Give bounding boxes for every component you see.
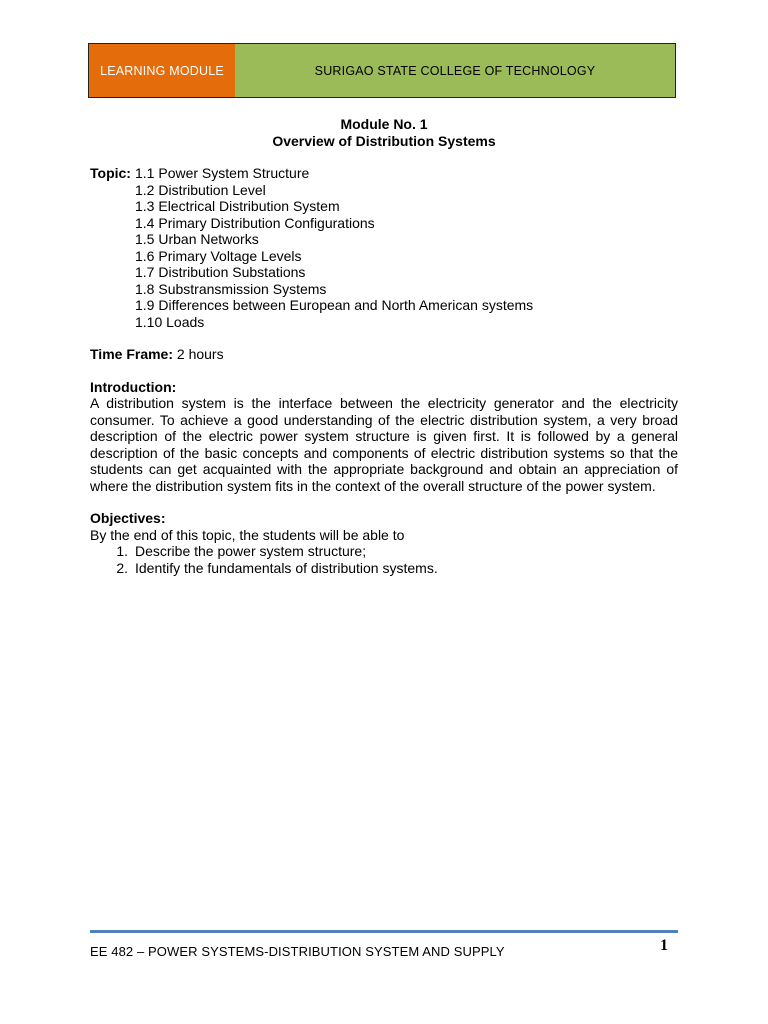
objective-text: Identify the fundamentals of distribution systems. <box>135 559 438 576</box>
topic-item: 1.3 Electrical Distribution System <box>135 198 340 214</box>
module-number: Module No. 1 <box>340 116 428 132</box>
college-name-label: SURIGAO STATE COLLEGE OF TECHNOLOGY <box>235 44 675 97</box>
topic-item: 1.2 Distribution Level <box>135 181 266 198</box>
page-number: 1 <box>660 937 668 954</box>
time-frame-section <box>90 346 678 363</box>
objective-text: Describe the power system structure; <box>135 543 367 559</box>
topic-item: 1.10 Loads <box>135 313 205 330</box>
time-frame-value: 2 hours <box>176 346 224 362</box>
introduction-label: Introduction: <box>90 378 177 395</box>
module-title: Overview of Distribution Systems <box>272 132 496 149</box>
topic-item: 1.4 Primary Distribution Configurations <box>135 214 375 231</box>
objective-item <box>90 560 678 577</box>
topic-label: Topic: <box>90 165 131 181</box>
module-header-banner <box>88 43 676 98</box>
objectives-label: Objectives: <box>90 510 166 526</box>
objectives-lead: By the end of this topic, the students will be able to <box>90 526 405 543</box>
topic-item: 1.6 Primary Voltage Levels <box>135 247 302 264</box>
topic-item: 1.5 Urban Networks <box>135 231 259 247</box>
objective-number: 2. <box>116 559 128 576</box>
objective-item <box>90 543 678 560</box>
objectives-section <box>90 510 678 576</box>
topic-item: 1.1 Power System Structure <box>135 165 310 181</box>
topic-item: 1.9 Differences between European and North American systems <box>135 297 534 313</box>
introduction-text: A distribution system is the interface between the electricity generator and the electricity consumer. To achieve a good understanding of the electric distribution system, a very broad description of the electric power system structure is given first. It is followed by a general description of the basic concepts and components of electric distribution systems so that the students can get acquainted with the appropriate background and obtain an appreciation of where the distribution system fits in the context of the overall structure of the power system. <box>90 395 678 494</box>
topic-item: 1.7 Distribution Substations <box>135 264 306 280</box>
topic-item: 1.8 Substransmission Systems <box>135 280 327 297</box>
footer-course-title: EE 482 – POWER SYSTEMS-DISTRIBUTION SYSTEM AND SUPPLY <box>90 944 505 959</box>
document-body <box>90 116 678 576</box>
introduction-section <box>90 379 678 495</box>
learning-module-label: LEARNING MODULE <box>89 44 235 97</box>
time-frame-label: Time Frame: <box>90 346 173 362</box>
objectives-list <box>90 543 678 576</box>
topic-section <box>90 165 678 330</box>
topic-list <box>135 165 533 330</box>
objective-number: 1. <box>116 543 128 559</box>
footer-divider <box>90 930 678 933</box>
